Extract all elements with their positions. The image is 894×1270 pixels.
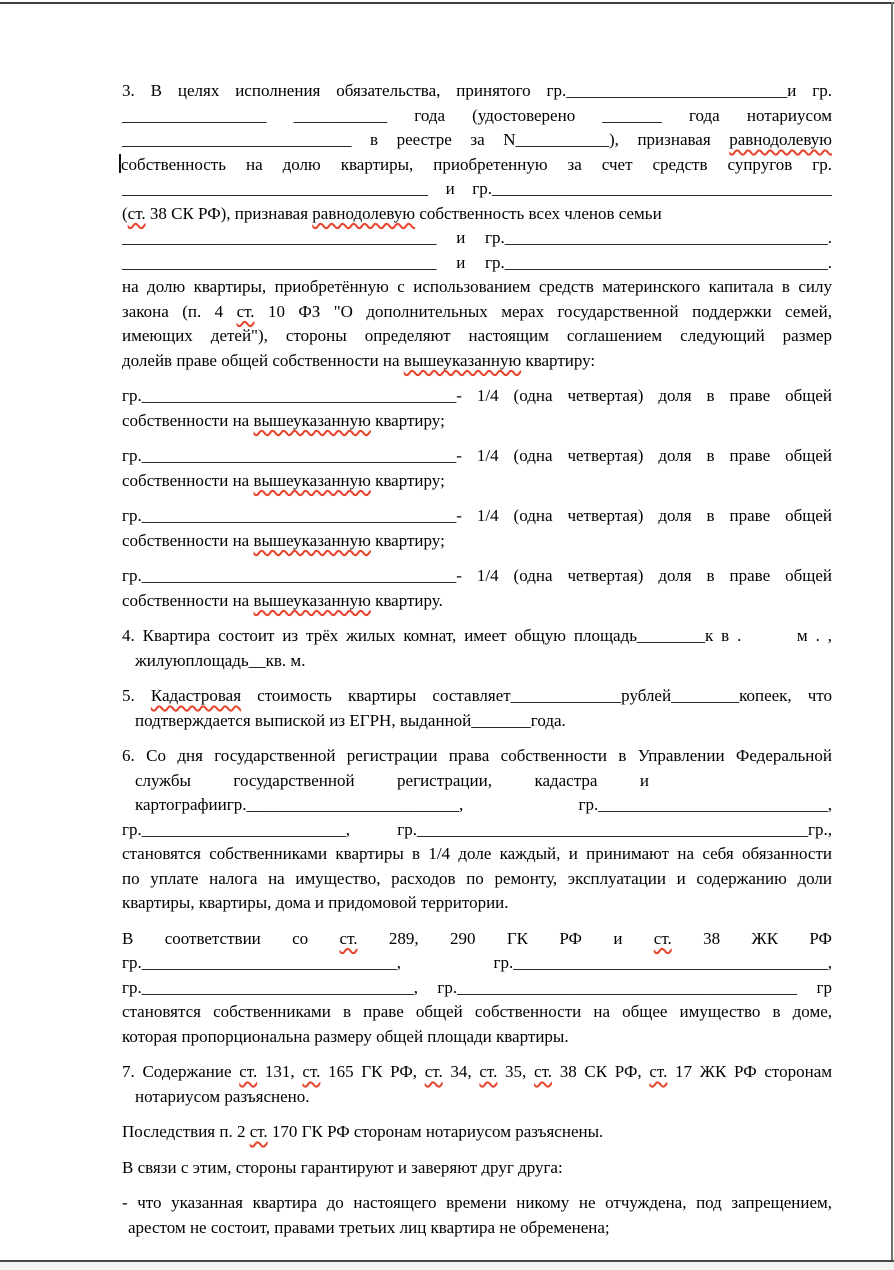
text-run: подтверждается выпиской из ЕГРН, выданной_______года. xyxy=(135,710,566,730)
misspelled-word: вышеуказанную xyxy=(403,350,522,370)
misspelled-word: ст. xyxy=(479,1062,498,1081)
misspelled-word: равнодолевую xyxy=(312,203,416,223)
text-run: ( xyxy=(122,203,128,223)
text-run: стоимость квартиры составляет_____________рублей________копеек, что xyxy=(241,686,833,705)
text-line[interactable] xyxy=(122,1216,832,1241)
text-line[interactable] xyxy=(122,951,832,976)
item-3 xyxy=(122,79,832,373)
text-run: 35, xyxy=(497,1062,535,1081)
text-run: 3. В целях исполнения обязательства, принятого гр.__________________________и гр. xyxy=(122,81,832,100)
misspelled-word: ст. xyxy=(236,301,255,321)
text-run: которая пропорциональна размеру общей площади квартиры. xyxy=(122,1026,569,1046)
text-run: долейв праве общей собственности на xyxy=(122,350,404,370)
text-line[interactable] xyxy=(122,976,832,1001)
text-line[interactable] xyxy=(122,409,832,434)
text-line[interactable] xyxy=(122,444,832,469)
text-run: 34, xyxy=(442,1062,480,1081)
text-line[interactable] xyxy=(122,867,832,892)
text-run: 5. xyxy=(122,686,151,705)
misspelled-word: ст. xyxy=(302,1062,321,1081)
text-line[interactable] xyxy=(122,624,832,649)
item-5 xyxy=(122,684,832,733)
text-line[interactable] xyxy=(122,469,832,494)
page-border-right xyxy=(891,2,893,1262)
text-line[interactable] xyxy=(122,275,832,300)
text-line[interactable] xyxy=(122,1000,832,1025)
consequences xyxy=(122,1120,832,1145)
text-run: Последствия п. 2 xyxy=(122,1122,250,1141)
text-line[interactable] xyxy=(122,1120,832,1145)
text-run: собственность на долю квартиры, приобретенную за счет средств супругов гр. xyxy=(121,154,832,174)
text-line[interactable] xyxy=(122,927,832,952)
text-run: В соответствии со xyxy=(122,928,340,948)
text-line[interactable] xyxy=(122,1156,832,1181)
text-run: на долю квартиры, приобретённую с использованием средств материнского капитала в силу xyxy=(122,277,832,296)
text-line[interactable] xyxy=(122,1060,832,1085)
text-run: арестом не состоит, правами третьих лиц квартира не обременена; xyxy=(128,1217,610,1237)
misspelled-word: ст. xyxy=(653,928,672,948)
text-run: собственности на xyxy=(122,590,254,610)
text-run: квартиры, квартиры, дома и придомовой территории. xyxy=(122,893,509,912)
share-2 xyxy=(122,444,832,493)
misspelled-word: ст. xyxy=(339,928,358,948)
text-run xyxy=(401,953,494,972)
text-run: квартиру; xyxy=(370,410,445,430)
text-line[interactable] xyxy=(122,818,832,843)
text-run xyxy=(463,795,578,814)
text-line[interactable] xyxy=(122,79,832,104)
text-run: закона (п. 4 xyxy=(122,301,237,321)
text-run: 4. Квартира состоит из трёх жилых комнат, имеет общую площадь________к в . м . , xyxy=(122,626,832,645)
document-content[interactable] xyxy=(122,79,832,1240)
text-line[interactable] xyxy=(122,128,832,153)
text-run: становятся собственниками квартиры в 1/4 доле каждый, и принимают на себя обязанности xyxy=(122,844,832,863)
text-run: 38 ЖК РФ xyxy=(671,928,832,948)
text-run: гр.________________________________________ xyxy=(437,977,798,997)
text-run: 165 ГК РФ, xyxy=(320,1062,425,1081)
share-1 xyxy=(122,384,832,433)
text-run: собственности на xyxy=(122,470,254,490)
text-run: собственности на xyxy=(122,410,254,430)
text-line[interactable] xyxy=(122,177,832,202)
text-line[interactable] xyxy=(122,384,832,409)
item-7 xyxy=(122,1060,832,1109)
text-line[interactable] xyxy=(122,744,832,769)
text-run: гр.______________________________, xyxy=(122,953,401,972)
text-run: гр._____________________________________, xyxy=(493,953,832,972)
text-run: имеющих детей"), стороны определяют настоящим соглашением следующий размер xyxy=(122,326,832,345)
text-line[interactable] xyxy=(122,1025,832,1050)
text-line[interactable] xyxy=(122,842,832,867)
misspelled-word: вышеуказанную xyxy=(253,470,371,490)
text-run: гр.______________________________________________гр., xyxy=(397,819,832,839)
text-line[interactable] xyxy=(122,504,832,529)
text-line[interactable] xyxy=(122,769,832,794)
misspelled-word: вышеуказанную xyxy=(253,410,371,430)
misspelled-word: ст. xyxy=(649,1062,668,1081)
text-run: гр.___________________________, xyxy=(578,795,832,814)
text-line[interactable] xyxy=(122,104,832,129)
text-line[interactable] xyxy=(122,891,832,916)
text-run: 289, 290 ГК РФ и xyxy=(357,928,654,948)
misspelled-word: Кадастровая xyxy=(150,686,242,705)
text-run: _________________ ___________ года (удостоверено _______ года нотариусом xyxy=(122,105,832,125)
text-run: В связи с этим, стороны гарантируют и заверяют друг друга: xyxy=(122,1157,563,1177)
item-4 xyxy=(122,624,832,673)
text-run: ___________________________ в реестре за N___________), признавая xyxy=(122,130,730,149)
misspelled-word: ст. xyxy=(534,1062,552,1081)
text-run: 7. Содержание xyxy=(122,1062,240,1081)
text-run: становятся собственниками в праве общей собственности на общее имущество в доме, xyxy=(122,1002,832,1021)
text-line[interactable] xyxy=(122,529,832,554)
text-line[interactable] xyxy=(122,202,832,227)
text-run xyxy=(418,978,437,997)
text-run: - что указанная квартира до настоящего времени никому не отчуждена, под запрещением, xyxy=(122,1193,832,1212)
text-run: гр._____________________________________- 1/4 (одна четвертая) доля в праве общей xyxy=(122,446,832,465)
misspelled-word: вышеуказанную xyxy=(253,590,371,610)
text-run: собственности на xyxy=(122,530,254,550)
text-run: 17 ЖК РФ сторонам xyxy=(667,1062,833,1081)
text-run: 38 СК РФ, xyxy=(551,1062,650,1081)
text-run: гр._____________________________________- 1/4 (одна четвертая) доля в праве общей xyxy=(122,386,832,405)
share-3 xyxy=(122,504,832,553)
text-run xyxy=(350,820,397,839)
text-line[interactable] xyxy=(122,1191,832,1216)
text-run: гр._____________________________________- 1/4 (одна четвертая) доля в праве общей xyxy=(122,506,832,525)
text-line[interactable] xyxy=(122,349,832,374)
text-line[interactable] xyxy=(122,589,832,614)
text-run: гр.________________________________, xyxy=(122,977,418,997)
text-run: жилуюплощадь__кв. м. xyxy=(135,650,306,670)
text-run: картографиигр._________________________, xyxy=(135,795,464,814)
misspelled-word: ст. xyxy=(239,1062,258,1081)
text-line[interactable] xyxy=(122,684,832,709)
text-run xyxy=(797,978,816,997)
text-run: квартиру; xyxy=(370,530,445,550)
text-line[interactable] xyxy=(122,709,832,734)
text-line[interactable] xyxy=(122,300,832,325)
text-run: гр xyxy=(816,977,833,997)
misspelled-word: ст. xyxy=(249,1122,268,1141)
text-run: гр._____________________________________- 1/4 (одна четвертая) доля в праве общей xyxy=(122,566,832,585)
misspelled-word: ст. xyxy=(424,1062,443,1081)
page-border-top xyxy=(0,2,894,4)
misspelled-word: ст. xyxy=(127,203,146,223)
text-run: квартиру: xyxy=(521,350,596,370)
text-run: 10 ФЗ "О дополнительных мерах государственной поддержки семей, xyxy=(254,301,833,321)
text-line[interactable] xyxy=(122,324,832,349)
page-bottom-margin xyxy=(0,1262,894,1270)
text-run: 131, xyxy=(257,1062,303,1081)
text-line[interactable] xyxy=(122,649,832,674)
text-run: нотариусом разъяснено. xyxy=(135,1086,310,1106)
text-line[interactable] xyxy=(122,153,832,178)
misspelled-word: вышеуказанную xyxy=(253,530,371,550)
text-run: по уплате налога на имущество, расходов по ремонту, эксплуатации и содержанию доли xyxy=(122,868,832,888)
share-4 xyxy=(122,564,832,613)
text-run: квартиру; xyxy=(370,470,445,490)
text-line[interactable] xyxy=(122,226,832,251)
text-run: 170 ГК РФ сторонам нотариусом разъяснены. xyxy=(267,1122,604,1141)
text-run: 38 СК РФ), признавая xyxy=(145,203,313,223)
text-line[interactable] xyxy=(122,251,832,276)
item-6 xyxy=(122,744,832,916)
guarantee-bullet xyxy=(122,1191,832,1240)
misspelled-word: равнодолевую xyxy=(729,130,832,149)
text-run: _____________________________________ и гр.______________________________________. xyxy=(122,252,832,272)
text-run: гр.________________________, xyxy=(122,819,350,839)
text-line[interactable] xyxy=(122,1085,832,1110)
text-run: службы государственной регистрации, кадастра и xyxy=(135,770,650,790)
text-line[interactable] xyxy=(122,793,832,818)
text-run: 6. Со дня государственной регистрации права собственности в Управлении Федеральной xyxy=(122,746,832,765)
clause-289-290 xyxy=(122,927,832,1050)
text-run: собственность всех членов семьи xyxy=(415,203,662,223)
text-line[interactable] xyxy=(122,564,832,589)
guarantee-intro xyxy=(122,1156,832,1181)
text-run: квартиру. xyxy=(370,590,443,610)
text-run: ____________________________________ и гр.________________________________________ xyxy=(122,179,832,198)
text-run: _____________________________________ и гр.______________________________________. xyxy=(122,228,832,247)
